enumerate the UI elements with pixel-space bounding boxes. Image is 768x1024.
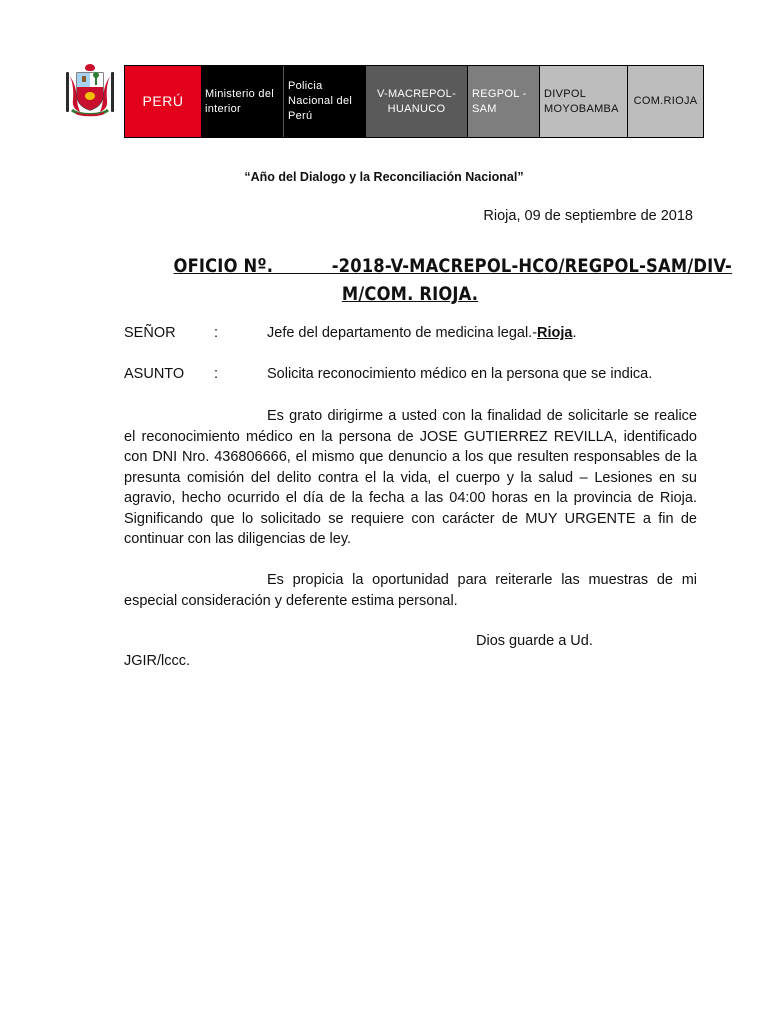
initials: JGIR/lccc. xyxy=(124,653,191,669)
oficio-title-line2: M/COM. RIOJA. xyxy=(341,283,479,305)
oficio-title xyxy=(173,252,732,308)
comisaria-label: COM.RIOJA xyxy=(627,66,703,137)
policia-label: Policia Nacional del Perú xyxy=(283,66,365,137)
asunto-value: Solicita reconocimiento médico en la persona que se indica. xyxy=(267,366,653,382)
senor-end: . xyxy=(572,325,577,341)
closing-line: Dios guarde a Ud. xyxy=(476,633,593,649)
year-motto: “Año del Dialogo y la Reconciliación Nacional” xyxy=(244,170,524,184)
senor-row xyxy=(124,325,704,345)
ministerio-label: Ministerio del interior xyxy=(201,66,283,137)
senor-colon: : xyxy=(214,325,219,341)
macrepol-label: V-MACREPOL-HUANUCO xyxy=(365,66,467,137)
divpol-label: DIVPOL MOYOBAMBA xyxy=(539,66,627,137)
oficio-title-line1: OFICIO Nº. -2018-V-MACREPOL-HCO/REGPOL-SAM/DIV- xyxy=(173,255,732,277)
body-paragraph-1: Es grato dirigirme a usted con la finalidad de solicitarle se realice el reconocimiento médico en la persona de JOSE GUTIERREZ REVILLA, identificado con DNI Nro. 436806666, el mismo que denuncio a los que resulten responsables de la presunta comisión del delito contra el la vida, el cuerpo y la salud – Lesiones en su agravio, hecho ocurrido el día de la fecha a las 04:00 horas en la provincia de Rioja. Significando que lo solicitado se requiere con carácter de MUY URGENTE a fin de continuar con las diligencias de ley. xyxy=(124,408,697,547)
peru-coat-of-arms-icon xyxy=(62,60,118,118)
peru-label: PERÚ xyxy=(125,66,201,137)
senor-place: Rioja xyxy=(537,325,573,341)
asunto-label: ASUNTO xyxy=(124,366,185,382)
body-paragraph-2: Es propicia la oportunidad para reiterarle las muestras de mi especial consideración y deferente estima personal. xyxy=(124,572,697,609)
asunto-row xyxy=(124,366,704,386)
senor-value xyxy=(267,325,577,341)
asunto-colon: : xyxy=(214,366,219,382)
institution-header-bar xyxy=(124,65,704,138)
date-line: Rioja, 09 de septiembre de 2018 xyxy=(483,208,693,224)
regpol-label: REGPOL - SAM xyxy=(467,66,539,137)
senor-recipient: Jefe del departamento de medicina legal.- xyxy=(267,325,538,341)
senor-label: SEÑOR xyxy=(124,325,176,341)
